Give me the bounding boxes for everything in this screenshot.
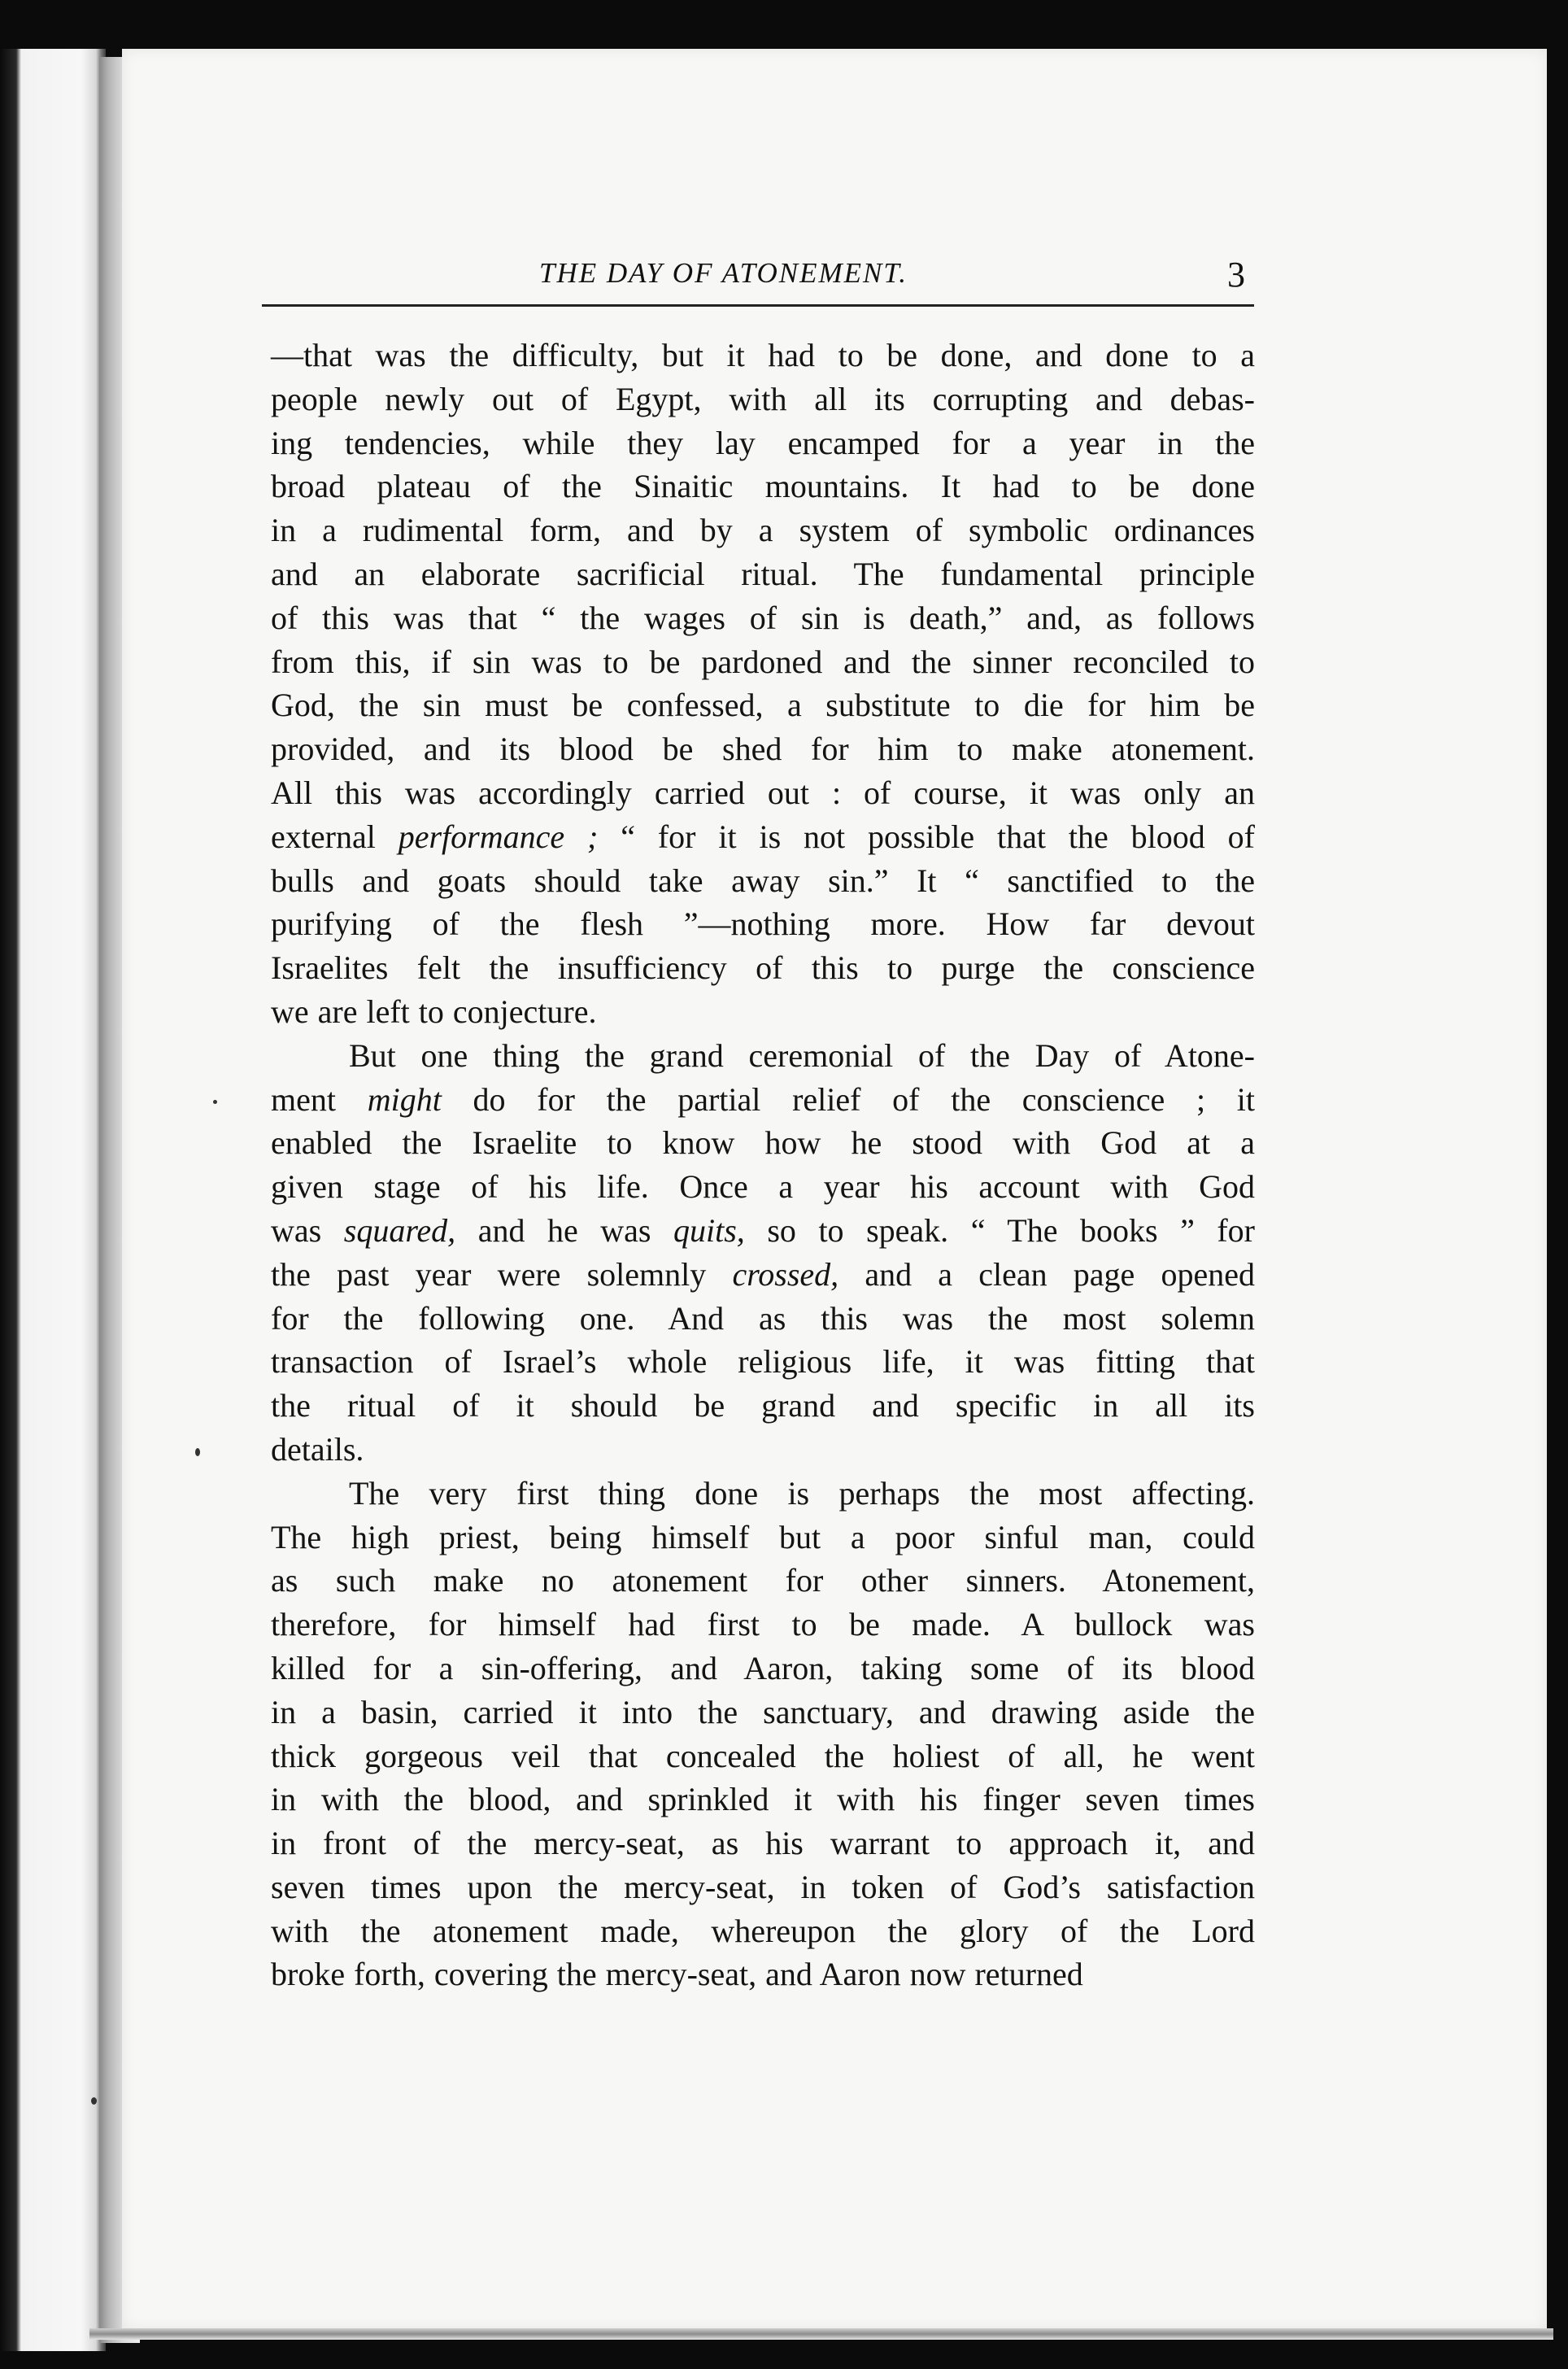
italic-emphasis: squared, [343,1211,456,1249]
scan-speck [91,2097,97,2105]
scan-speck [213,1100,217,1104]
text-line: The high priest, being himself but a poor sinful man, could [271,1518,1255,1555]
text-line: with the atonement made, whereupon the glory of the Lord [271,1912,1255,1949]
page-number: 3 [1227,255,1245,294]
italic-emphasis: performance ; [398,818,599,855]
running-head-rule [262,304,1254,307]
text-line: in front of the mercy-seat, as his warrant to approach it, and [271,1825,1255,1862]
text-line: therefore, for himself had first to be made. A bullock was [271,1606,1255,1643]
text-line: —that was the difficulty, but it had to be done, and done to a [271,337,1255,373]
text-line: killed for a sin-offering, and Aaron, taking some of its blood [271,1649,1255,1686]
text-line: ment might do for the partial relief of the conscience ; it [271,1080,1256,1118]
text-line: external performance ; “ for it is not possible that the blood of [271,818,1256,855]
italic-emphasis: might [367,1080,442,1118]
text-line: provided, and its blood be shed for him to make atonement. [271,731,1255,768]
text-line: God, the sin must be confessed, a substitute to die for him be [271,687,1255,724]
text-line: But one thing the grand ceremonial of the Day of Atone- [349,1036,1255,1074]
paragraph [271,1472,1255,1997]
text-line: ing tendencies, while they lay encamped for a year in the [271,424,1255,461]
text-line: from this, if sin was to be pardoned and the sinner reconciled to [271,643,1255,680]
text-line: in with the blood, and sprinkled it with his finger seven times [271,1781,1255,1818]
text-line: the past year were solemnly crossed, and a clean page opened [271,1255,1255,1293]
text-line: as such make no atonement for other sinners. Atonement, [271,1562,1255,1599]
text-line: enabled the Israelite to know how he stood with God at a [271,1124,1255,1162]
text-line: thick gorgeous veil that concealed the holiest of all, he went [271,1737,1255,1774]
text-line: The very first thing done is perhaps the most affecting. [349,1474,1255,1512]
text-line: for the following one. And as this was the most solemn [271,1299,1255,1337]
text-line: purifying of the flesh ”—nothing more. How far devout [271,905,1255,943]
text-line: broke forth, covering the mercy-seat, and Aaron now returned [271,1956,1083,1993]
text-line: in a basin, carried it into the sanctuary, and drawing aside the [271,1693,1255,1730]
text-line: of this was that “ the wages of sin is death,” and, as follows [271,599,1255,636]
italic-emphasis: quits, [673,1211,745,1249]
text-line: details. [271,1430,364,1468]
running-head [271,257,1255,306]
adjacent-page-edge [0,49,106,2351]
italic-emphasis: crossed, [732,1255,839,1293]
body-text [271,334,1255,1996]
text-line: people newly out of Egypt, with all its corrupting and debas- [271,380,1255,417]
text-line: transaction of Israel’s whole religious life, it was fitting that [271,1343,1255,1381]
text-line: Israelites felt the insufficiency of this to purge the conscience [271,949,1255,987]
text-line: seven times upon the mercy-seat, in token of God’s satisfaction [271,1868,1255,1905]
text-line: broad plateau of the Sinaitic mountains. It had to be done [271,468,1255,505]
text-line: All this was accordingly carried out : of course, it was only an [271,774,1255,811]
paragraph [271,334,1255,1034]
scan-speck [195,1448,200,1456]
text-line: in a rudimental form, and by a system of symbolic ordinances [271,512,1255,549]
text-line: bulls and goats should take away sin.” It “ sanctified to the [271,862,1255,899]
running-head-title: THE DAY OF ATONEMENT. [539,257,908,289]
text-line: given stage of his life. Once a year his account with God [271,1168,1255,1206]
page-bottom-edge [89,2328,1553,2340]
text-line: the ritual of it should be grand and specific in all its [271,1387,1255,1424]
text-line: was squared, and he was quits, so to speak. “ The books ” for [271,1211,1256,1249]
paragraph [271,1034,1255,1472]
text-line: we are left to conjecture. [271,993,597,1030]
text-line: and an elaborate sacrificial ritual. The fundamental principle [271,555,1255,592]
